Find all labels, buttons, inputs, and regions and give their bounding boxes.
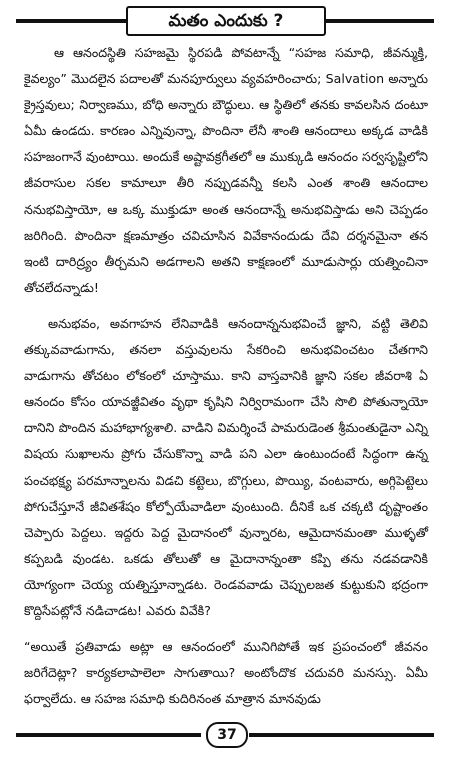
- footer-rule-right: [249, 733, 434, 737]
- header-rule-left: [16, 19, 126, 23]
- paragraph-2: అనుభవం, అవగాహన లేనివాడికి ఆనందాన్ననుభవించే జ్ఞాని, వట్టి తెలివి తక్కువవాడుగాను, తనలా వస్తువులను సేకరించి అనుభవించటం చేతగాని వాడుగాను తోచటం లోకంలో చూస్తాము. కాని వాస్తవానికి జ్ఞాని సకల జీవరాశి ఏ ఆనందం కోసం యావజ్జీవితం వృథా కృషిని నిర్విరామంగా చేసి సొలి పోతున్నాయో దానిని పొందిన మహాభాగ్యశాలి. వాడిని విమర్శించే పామరుడెంత శ్రీమంతుడైనా ఎన్ని విషయ సుఖాలను ప్రోగు చేసుకొన్నా వాడి పని ఎలా ఉంటుందంటే సిద్ధంగా ఉన్న పంచభక్ష్య పరమాన్నాలను విడచి కట్టెలు, బొగ్గులు, పొయ్యి, వంటవారు, అగ్గిపెట్టెలు పోగుచేస్తూనే జీవితశేషం కోల్పోయేవాడిలా వుంటుంది. దీనికే ఒక చక్కటి దృష్టాంతం చెప్పారు పెద్దలు. ఇద్దరు పెద్ద మైదానంలో వున్నారట, ఆమైదానమంతా ముళ్ళతో కప్పబడి వుండట. ఒకడు తోలుతో ఆ మైదానాన్నంతా కప్పి తను నడవడానికి యోగ్యంగా చెయ్య యత్నిస్తూన్నాడట. రెండవవాడు చెప్పులజత కుట్టుకుని భద్రంగా కొద్దిసేపట్లోనే నడిచాడట! ఎవరు వివేకి?: [24, 315, 428, 618]
- page-body: [24, 40, 428, 707]
- chapter-title: మతం ఎందుకు ?: [126, 6, 326, 36]
- page-footer: [16, 722, 434, 748]
- page-header: [16, 6, 434, 36]
- header-rule-right: [324, 19, 434, 23]
- page-number: 37: [206, 722, 248, 748]
- paragraph-3: “అయితే ప్రతివాడు అట్లా ఆ ఆనందంలో మునిగిపోతే ఇక ప్రపంచంలో జీవనం జరిగేదెట్లా? కార్యకలాపాలెలా సాగుతాయి? అంటోందొక చదువరి మనస్సు. ఏమీ ఫర్వాలేదు. ఆ సహజ సమాధి కుదిరినంత మాత్రాన మానవుడు: [24, 639, 428, 707]
- footer-rule-left: [16, 733, 201, 737]
- paragraph-1: ఆ ఆనందస్థితి సహజమై స్థిరపడి పోవటాన్నే “సహజ సమాధి, జీవన్ముక్తి, కైవల్యం” మొదలైన పదాలతో మనపూర్వులు వ్యవహరించారు; Salvation అన్నారు క్రైస్తవులు; నిర్వాణము, బోధి అన్నారు బౌద్ధులు. ఆ స్థితిలో తనకు కావలసిన దంటూ ఏమీ ఉండదు. కారణం ఎన్నివున్నా, పొందినా లేనీ శాంతి ఆనందాలు అక్కడ వాడికి సహజంగానే వుంటాయి. అందుకే అష్టావక్రగీతలో ఆ ముక్కుడి ఆనందం సర్వసృష్టిలోని జీవరాసుల సకల కామాలూ తీరి నప్పుడవన్నీ కలసి ఎంత శాంతి ఆనందాల ననుభవిస్తాయో, ఆ ఒక్క ముక్తుడూ అంత ఆనందాన్నే అనుభవిస్తాడు అని చెప్పడం జరిగింది. పొందినా క్షణమాత్రం చవిచూసిన వివేకానందుడు దేవి దర్శనమైనా తన ఇంటి దారిద్ర్యం తీర్చమని అడగాలని అతని కాక్షణంలో మూడుసార్లు యత్నించినా తోచలేదన్నాడు!: [24, 45, 428, 295]
